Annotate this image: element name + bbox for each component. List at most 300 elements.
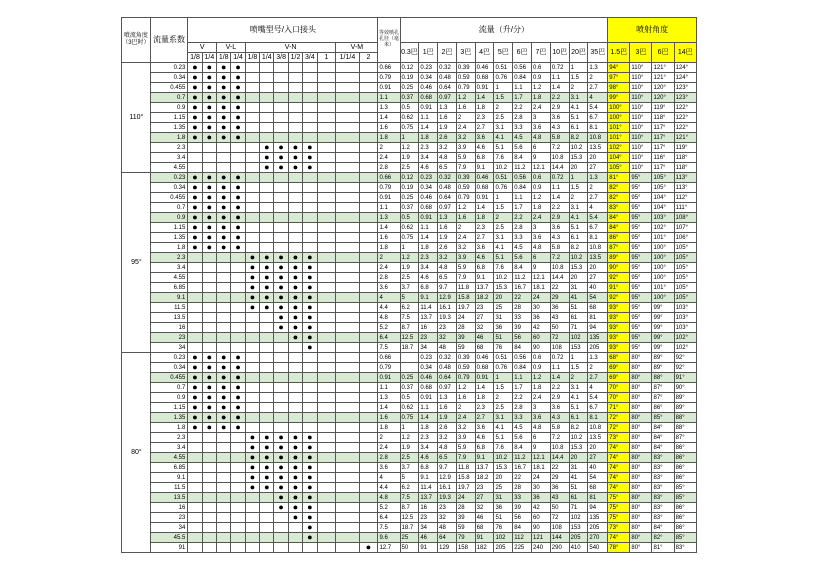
flow-cell: 25	[494, 483, 513, 493]
table-row	[122, 243, 697, 253]
flow-cell: 2.4	[456, 413, 475, 423]
availability-cell	[217, 63, 231, 73]
flow-cell: 1.3	[588, 353, 608, 363]
availability-cell	[336, 383, 359, 393]
flow-cell: 4	[588, 203, 608, 213]
spray-angle-cell: 80°	[630, 493, 652, 503]
flow-cell: 0.9	[532, 363, 551, 373]
availability-dot: ●	[192, 172, 198, 182]
flow-cell: 13.5	[588, 433, 608, 443]
pressure-20: 20巴	[569, 43, 588, 63]
availability-cell	[274, 293, 288, 303]
availability-cell	[317, 403, 336, 413]
flow-cell: 27	[475, 313, 494, 323]
flow-cell: 10.2	[569, 143, 588, 153]
availability-cell	[359, 373, 378, 383]
availability-cell	[231, 83, 245, 93]
flow-cell: 205	[494, 543, 513, 553]
flow-cell: 6.2	[400, 483, 419, 493]
spray-angle-cell: 110°	[630, 133, 652, 143]
availability-dot: ●	[264, 472, 270, 482]
availability-cell	[336, 123, 359, 133]
availability-cell	[303, 333, 317, 343]
flow-cell: 0.59	[456, 73, 475, 83]
availability-cell	[288, 93, 302, 103]
flow-cell: 3.1	[494, 413, 513, 423]
spray-angle-cell: 100°	[652, 243, 674, 253]
availability-cell	[336, 113, 359, 123]
availability-cell	[336, 353, 359, 363]
availability-cell	[202, 133, 216, 143]
flow-cell: 81	[588, 493, 608, 503]
orifice-cell: 1.6	[378, 413, 400, 423]
spray-angle-cell: 91°	[674, 373, 696, 383]
flow-cell: 25	[400, 533, 419, 543]
availability-dot: ●	[235, 112, 241, 122]
availability-dot: ●	[192, 192, 198, 202]
availability-dot: ●	[264, 262, 270, 272]
spray-angle-cell: 105°	[674, 263, 696, 273]
flow-cell: 4.8	[532, 133, 551, 143]
availability-dot: ●	[220, 382, 227, 392]
availability-cell	[288, 303, 302, 313]
flow-cell: 4.8	[438, 153, 457, 163]
flow-cell: 4.6	[475, 433, 494, 443]
flow-factor-cell: 13.5	[150, 493, 188, 503]
flow-cell	[400, 353, 419, 363]
availability-cell	[303, 193, 317, 203]
availability-cell	[274, 113, 288, 123]
flow-cell: 1.8	[475, 213, 494, 223]
availability-cell	[359, 523, 378, 533]
availability-dot: ●	[292, 252, 299, 262]
flow-cell: 59	[456, 523, 475, 533]
availability-cell	[336, 193, 359, 203]
flow-factor-cell: 6.85	[150, 283, 188, 293]
spray-angle-cell: 95°	[630, 193, 652, 203]
availability-dot: ●	[264, 462, 270, 472]
availability-dot: ●	[307, 512, 313, 522]
flow-cell: 3.6	[550, 223, 569, 233]
size-vl-1-8: 1/8	[217, 53, 231, 63]
size-vl-1-4: 1/4	[231, 53, 245, 63]
flow-cell: 2.6	[438, 423, 457, 433]
spray-angle-cell: 86°	[674, 523, 696, 533]
spray-angle-cell: 86°	[652, 403, 674, 413]
flow-cell: 4.6	[419, 273, 438, 283]
spray-angle-cell: 92°	[608, 273, 630, 283]
availability-cell	[188, 383, 202, 393]
flow-cell: 7.6	[494, 263, 513, 273]
spray-angle-cell: 100°	[652, 273, 674, 283]
availability-dot: ●	[292, 292, 299, 302]
orifice-cell: 4	[378, 293, 400, 303]
header-flow: 流量（升/分）	[400, 18, 608, 43]
flow-factor-cell: 13.5	[150, 313, 188, 323]
availability-cell	[317, 393, 336, 403]
availability-dot: ●	[292, 142, 299, 152]
spray-angle-cell: 83°	[674, 543, 696, 553]
availability-cell	[202, 93, 216, 103]
flow-cell: 0.97	[438, 383, 457, 393]
availability-cell	[260, 293, 274, 303]
flow-cell: 19.7	[456, 303, 475, 313]
spray-angle-cell: 105°	[608, 163, 630, 173]
flow-cell: 7.2	[550, 433, 569, 443]
availability-cell	[245, 233, 259, 243]
availability-dot: ●	[235, 422, 241, 432]
availability-cell	[260, 483, 274, 493]
availability-cell	[336, 503, 359, 513]
flow-cell: 2.7	[588, 373, 608, 383]
availability-cell	[217, 203, 231, 213]
availability-dot: ●	[264, 442, 270, 452]
availability-cell	[260, 523, 274, 533]
flow-cell: 9.7	[438, 463, 457, 473]
spray-angle-cell: 99°	[608, 93, 630, 103]
availability-cell	[274, 83, 288, 93]
availability-cell	[245, 333, 259, 343]
flow-cell: 36	[550, 483, 569, 493]
flow-cell: 0.68	[419, 383, 438, 393]
availability-cell	[303, 223, 317, 233]
availability-cell	[231, 273, 245, 283]
availability-cell	[231, 393, 245, 403]
availability-cell	[260, 373, 274, 383]
flow-cell: 7.5	[400, 313, 419, 323]
availability-cell	[274, 143, 288, 153]
availability-cell	[288, 253, 302, 263]
spray-angle-cell: 95°	[630, 323, 652, 333]
flow-cell: 2.4	[532, 213, 551, 223]
flow-cell: 1.1	[419, 403, 438, 413]
table-row	[122, 73, 697, 83]
availability-cell	[245, 483, 259, 493]
spray-angle-cell: 84°	[652, 523, 674, 533]
flow-cell: 16.7	[513, 463, 532, 473]
availability-cell	[274, 533, 288, 543]
flow-cell: 31	[494, 493, 513, 503]
availability-cell	[359, 343, 378, 353]
availability-cell	[274, 513, 288, 523]
flow-cell: 1	[400, 423, 419, 433]
availability-dot: ●	[307, 302, 313, 312]
availability-cell	[245, 323, 259, 333]
availability-cell	[245, 303, 259, 313]
availability-cell	[336, 133, 359, 143]
availability-cell	[359, 463, 378, 473]
flow-cell: 9.1	[419, 293, 438, 303]
flow-cell: 8.4	[513, 263, 532, 273]
table-row	[122, 513, 697, 523]
flow-cell: 6.8	[475, 443, 494, 453]
flow-cell: 11.8	[456, 463, 475, 473]
availability-dot: ●	[192, 92, 198, 102]
availability-cell	[303, 373, 317, 383]
availability-cell	[288, 103, 302, 113]
flow-cell: 2.7	[588, 83, 608, 93]
availability-cell	[317, 233, 336, 243]
availability-cell	[245, 513, 259, 523]
series-v: V	[188, 43, 217, 53]
availability-cell	[217, 113, 231, 123]
availability-cell	[288, 433, 302, 443]
flow-cell: 4.1	[494, 243, 513, 253]
availability-cell	[245, 153, 259, 163]
availability-cell	[245, 293, 259, 303]
orifice-cell: 1.3	[378, 393, 400, 403]
availability-cell	[217, 283, 231, 293]
flow-cell: 0.39	[456, 173, 475, 183]
size-v-1-8: 1/8	[188, 53, 202, 63]
availability-cell	[317, 93, 336, 103]
availability-cell	[336, 93, 359, 103]
flow-cell: 1.1	[550, 363, 569, 373]
availability-cell	[260, 133, 274, 143]
availability-cell	[260, 413, 274, 423]
availability-cell	[288, 223, 302, 233]
availability-cell	[245, 353, 259, 363]
availability-dot: ●	[249, 482, 256, 492]
spray-angle-cell: 124°	[674, 63, 696, 73]
availability-cell	[245, 363, 259, 373]
availability-cell	[245, 243, 259, 253]
availability-cell	[260, 403, 274, 413]
header-spray-angle: 噴流角度（3巴时）	[122, 18, 151, 63]
flow-cell: 3	[532, 113, 551, 123]
spray-angle-cell: 93°	[608, 323, 630, 333]
availability-cell	[231, 73, 245, 83]
flow-cell: 1.2	[400, 253, 419, 263]
flow-cell: 135	[588, 333, 608, 343]
availability-cell	[303, 183, 317, 193]
availability-dot: ●	[220, 182, 227, 192]
availability-cell	[260, 543, 274, 553]
availability-cell	[217, 303, 231, 313]
availability-cell	[202, 203, 216, 213]
availability-cell	[231, 443, 245, 453]
availability-cell	[188, 223, 202, 233]
flow-cell: 6	[532, 143, 551, 153]
availability-cell	[217, 413, 231, 423]
table-row	[122, 333, 697, 343]
flow-cell: 32	[475, 503, 494, 513]
availability-dot: ●	[235, 182, 241, 192]
availability-dot: ●	[307, 312, 313, 322]
flow-cell: 51	[494, 513, 513, 523]
spray-angle-cell: 119°	[674, 143, 696, 153]
spray-angle-cell: 80°	[630, 403, 652, 413]
spray-angle-cell: 93°	[608, 303, 630, 313]
availability-cell	[217, 543, 231, 553]
flow-cell: 144	[550, 533, 569, 543]
availability-dot: ●	[235, 212, 241, 222]
flow-cell: 3.9	[456, 253, 475, 263]
flow-cell: 32	[438, 333, 457, 343]
flow-cell: 29	[550, 473, 569, 483]
flow-cell: 9.1	[475, 163, 494, 173]
spray-angle-cell: 88°	[674, 413, 696, 423]
table-row	[122, 413, 697, 423]
availability-dot: ●	[307, 162, 313, 172]
flow-cell: 3.2	[438, 253, 457, 263]
flow-cell: 5.8	[550, 423, 569, 433]
spray-angle-cell: 99°	[652, 343, 674, 353]
availability-dot: ●	[220, 72, 227, 82]
flow-cell: 1	[494, 83, 513, 93]
availability-cell	[317, 463, 336, 473]
flow-factor-cell: 0.455	[150, 83, 188, 93]
availability-dot: ●	[220, 392, 227, 402]
flow-cell: 0.62	[400, 113, 419, 123]
spray-angle-cell: 122°	[674, 103, 696, 113]
flow-cell: 61	[569, 313, 588, 323]
availability-cell	[202, 393, 216, 403]
flow-cell: 10.8	[588, 423, 608, 433]
flow-cell: 9	[532, 153, 551, 163]
flow-cell: 1.6	[438, 403, 457, 413]
availability-cell	[317, 433, 336, 443]
spray-angle-cell: 85°	[652, 413, 674, 423]
availability-cell	[359, 313, 378, 323]
flow-cell: 22	[550, 283, 569, 293]
flow-cell: 12.5	[400, 333, 419, 343]
availability-dot: ●	[192, 352, 198, 362]
flow-cell: 33	[513, 313, 532, 323]
flow-cell: 0.46	[475, 173, 494, 183]
spray-angle-cell: 95°	[630, 183, 652, 193]
flow-cell: 2.5	[494, 223, 513, 233]
availability-cell	[231, 313, 245, 323]
flow-cell: 1.3	[438, 393, 457, 403]
availability-cell	[231, 363, 245, 373]
availability-cell	[260, 173, 274, 183]
size-vn-1-8: 1/8	[245, 53, 259, 63]
availability-cell	[188, 373, 202, 383]
flow-factor-cell: 4.55	[150, 163, 188, 173]
table-row	[122, 193, 697, 203]
spray-angle-cell: 113°	[674, 183, 696, 193]
availability-cell	[188, 493, 202, 503]
availability-dot: ●	[264, 432, 270, 442]
availability-cell	[260, 443, 274, 453]
availability-cell	[317, 343, 336, 353]
availability-cell	[317, 533, 336, 543]
spray-angle-cell: 93°	[608, 343, 630, 353]
availability-cell	[317, 453, 336, 463]
table-row	[122, 103, 697, 113]
availability-cell	[260, 203, 274, 213]
spray-angle-cell: 86°	[674, 443, 696, 453]
pressure-7: 7巴	[532, 43, 551, 63]
table-row	[122, 133, 697, 143]
flow-cell: 4.1	[569, 213, 588, 223]
spray-angle-cell: 112°	[674, 193, 696, 203]
flow-cell: 1.5	[569, 183, 588, 193]
availability-cell	[274, 333, 288, 343]
flow-cell: 22	[513, 293, 532, 303]
availability-cell	[231, 503, 245, 513]
flow-cell: 1	[494, 373, 513, 383]
flow-cell: 153	[569, 523, 588, 533]
spray-angle-cell: 78°	[608, 543, 630, 553]
flow-cell: 10.8	[550, 263, 569, 273]
flow-cell: 54	[588, 473, 608, 483]
availability-dot: ●	[278, 252, 284, 262]
availability-cell	[336, 253, 359, 263]
availability-cell	[274, 353, 288, 363]
spray-angle-cell: 84°	[652, 433, 674, 443]
flow-cell: 15.3	[569, 443, 588, 453]
flow-factor-cell: 0.9	[150, 103, 188, 113]
spray-angle-cell: 75°	[608, 503, 630, 513]
flow-factor-cell: 0.34	[150, 183, 188, 193]
availability-dot: ●	[307, 472, 313, 482]
flow-cell: 108	[550, 523, 569, 533]
availability-cell	[359, 193, 378, 203]
flow-cell: 2.4	[456, 233, 475, 243]
availability-dot: ●	[220, 102, 227, 112]
spray-angle-cell: 118°	[674, 153, 696, 163]
availability-cell	[336, 103, 359, 113]
table-row	[122, 433, 697, 443]
flow-cell: 1.6	[456, 393, 475, 403]
spray-angle-cell: 73°	[608, 433, 630, 443]
flow-cell: 102	[569, 333, 588, 343]
availability-dot: ●	[220, 362, 227, 372]
availability-cell	[260, 393, 274, 403]
availability-cell	[245, 523, 259, 533]
spray-angle-cell: 90°	[608, 263, 630, 273]
flow-cell: 8.1	[588, 233, 608, 243]
availability-cell	[303, 173, 317, 183]
flow-cell: 64	[438, 533, 457, 543]
availability-dot: ●	[307, 272, 313, 282]
availability-dot: ●	[220, 62, 227, 72]
flow-cell: 43	[550, 313, 569, 323]
flow-cell: 1	[569, 63, 588, 73]
flow-cell: 153	[569, 343, 588, 353]
availability-cell	[336, 483, 359, 493]
spray-angle-cell: 89°	[608, 253, 630, 263]
flow-factor-cell: 1.35	[150, 123, 188, 133]
flow-cell: 41	[569, 473, 588, 483]
spray-angle-cell: 117°	[652, 143, 674, 153]
availability-dot: ●	[292, 162, 299, 172]
flow-cell: 0.56	[513, 353, 532, 363]
flow-cell: 1.1	[513, 83, 532, 93]
availability-dot: ●	[278, 462, 284, 472]
availability-dot: ●	[264, 282, 270, 292]
availability-cell	[303, 73, 317, 83]
flow-cell: 2.2	[513, 213, 532, 223]
flow-cell: 32	[475, 323, 494, 333]
flow-cell: 25	[494, 303, 513, 313]
spray-nozzle-table-sheet	[121, 17, 697, 562]
availability-cell	[260, 303, 274, 313]
availability-dot: ●	[235, 392, 241, 402]
availability-cell	[288, 383, 302, 393]
table-row	[122, 233, 697, 243]
availability-cell	[274, 73, 288, 83]
availability-cell	[336, 293, 359, 303]
availability-dot: ●	[235, 402, 241, 412]
flow-factor-cell: 34	[150, 523, 188, 533]
availability-cell	[336, 373, 359, 383]
availability-cell	[231, 143, 245, 153]
availability-cell	[288, 243, 302, 253]
availability-cell	[217, 123, 231, 133]
